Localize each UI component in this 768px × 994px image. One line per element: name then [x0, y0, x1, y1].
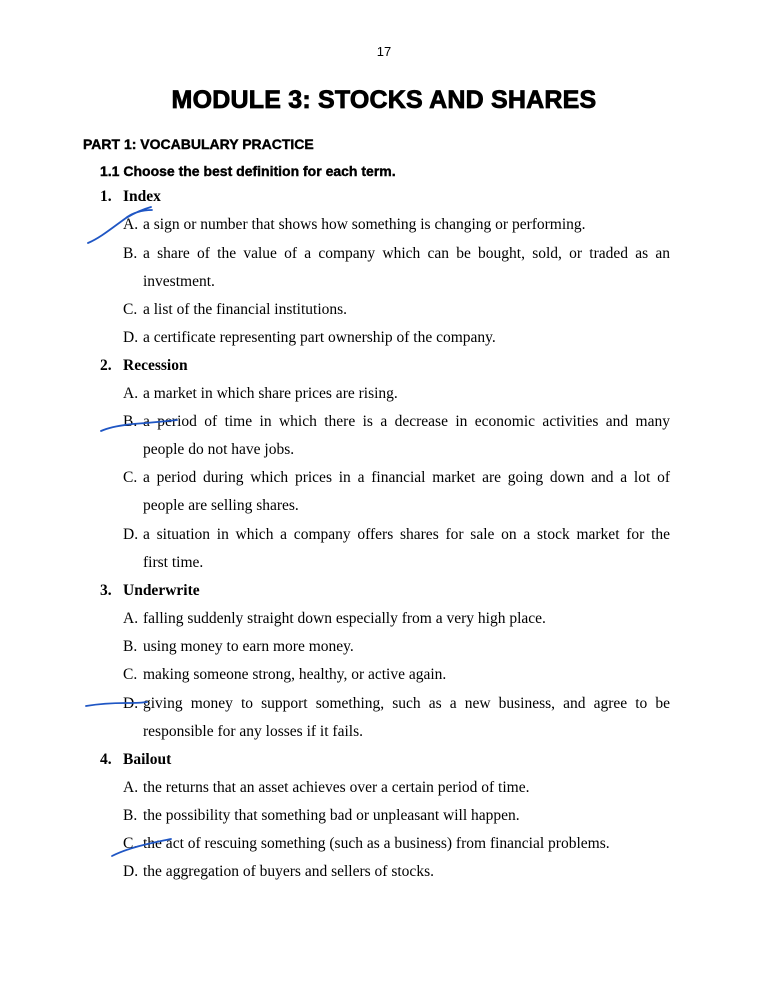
option-text: a sign or number that shows how something is changing or performing.: [143, 216, 586, 233]
question-term: Recession: [123, 357, 188, 374]
option-text: a list of the financial institutions.: [143, 301, 348, 318]
option-text: a market in which share prices are rising.: [143, 385, 398, 402]
option-letter: D.: [123, 695, 139, 712]
option-text-continued: people are selling shares.: [143, 497, 299, 514]
question-term: Bailout: [123, 751, 172, 768]
question-number: 4.: [100, 751, 112, 768]
module-title: MODULE 3: STOCKS AND SHARES: [171, 86, 597, 114]
option-text-continued: people do not have jobs.: [143, 441, 295, 458]
option-text-continued: investment.: [143, 273, 215, 290]
option-letter: B.: [123, 638, 138, 655]
option-letter: A.: [123, 610, 139, 627]
exercise-instruction: 1.1 Choose the best definition for each term.: [100, 163, 396, 179]
option-letter: A.: [123, 385, 139, 402]
option-letter: B.: [123, 807, 138, 824]
option-letter: C.: [123, 469, 138, 486]
option-text: making someone strong, healthy, or active again.: [143, 666, 447, 683]
option-letter: B.: [123, 413, 138, 430]
option-letter: C.: [123, 301, 138, 318]
option-letter: C.: [123, 666, 138, 683]
option-text: the possibility that something bad or unpleasant will happen.: [143, 807, 520, 824]
option-text: using money to earn more money.: [143, 638, 354, 655]
question-term: Underwrite: [123, 582, 200, 599]
option-letter: B.: [123, 245, 138, 262]
option-letter: D.: [123, 863, 139, 880]
option-letter: D.: [123, 526, 139, 543]
option-text: giving money to support something, such as a new business, and agree to be: [143, 695, 670, 712]
option-letter: A.: [123, 779, 139, 796]
option-letter: D.: [123, 329, 139, 346]
question-term: Index: [123, 188, 161, 205]
option-text: the act of rescuing something (such as a business) from financial problems.: [143, 835, 610, 852]
option-text: a situation in which a company offers shares for sale on a stock market for the: [143, 526, 670, 543]
page-number: 17: [376, 44, 392, 59]
option-letter: A.: [123, 216, 139, 233]
question-number: 2.: [100, 357, 112, 374]
option-text: a share of the value of a company which can be bought, sold, or traded as an: [143, 245, 670, 262]
part-heading: PART 1: VOCABULARY PRACTICE: [83, 136, 314, 152]
question-number: 1.: [100, 188, 112, 205]
question-number: 3.: [100, 582, 112, 599]
option-text: the returns that an asset achieves over a certain period of time.: [143, 779, 530, 796]
option-text-continued: first time.: [143, 554, 204, 571]
option-text: falling suddenly straight down especially from a very high place.: [143, 610, 546, 627]
option-text: a period during which prices in a financial market are going down and a lot of: [143, 469, 670, 486]
option-text: the aggregation of buyers and sellers of stocks.: [143, 863, 434, 880]
option-text: a certificate representing part ownership of the company.: [143, 329, 496, 346]
option-letter: C.: [123, 835, 138, 852]
option-text-continued: responsible for any losses if it fails.: [143, 723, 363, 740]
option-text: a period of time in which there is a decrease in economic activities and many: [143, 413, 670, 430]
